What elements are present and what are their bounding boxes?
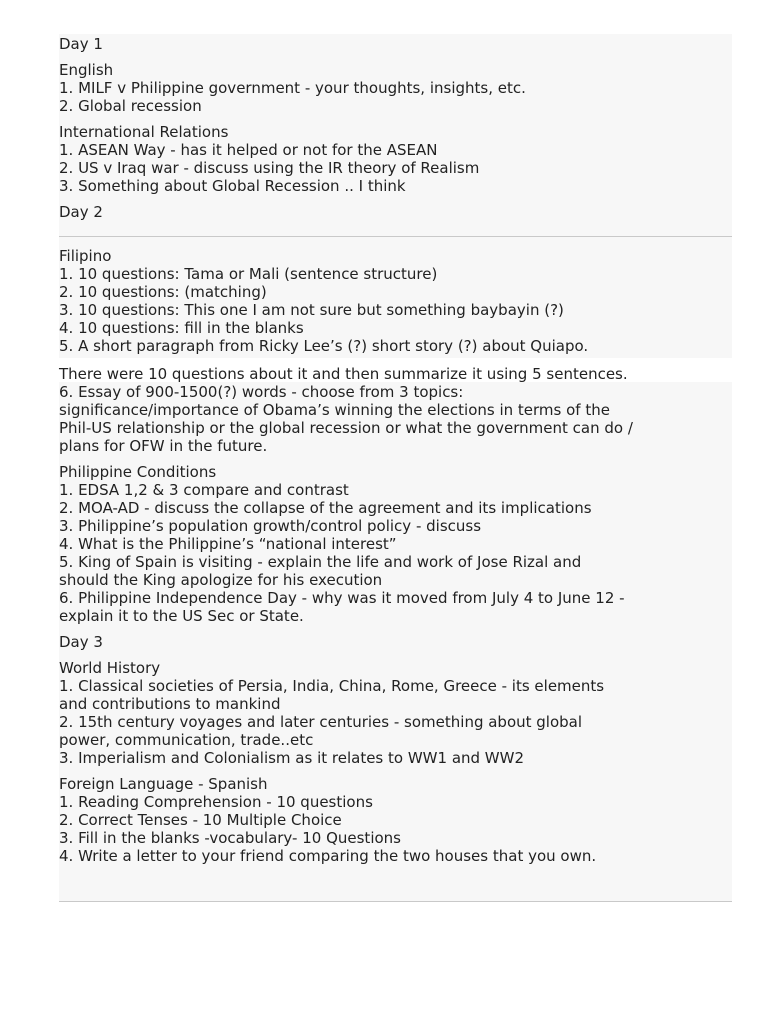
list-item: 5. King of Spain is visiting - explain the life and work of Jose Rizal and bbox=[59, 553, 582, 571]
spanish-section bbox=[59, 775, 749, 865]
list-item: power, communication, trade..etc bbox=[59, 731, 314, 749]
list-item: 3. Something about Global Recession .. I think bbox=[59, 177, 406, 195]
spanish-heading: Foreign Language - Spanish bbox=[59, 775, 268, 793]
filipino-heading: Filipino bbox=[59, 247, 112, 265]
list-item: 2. 15th century voyages and later centuries - something about global bbox=[59, 713, 583, 731]
list-item: 3. Imperialism and Colonialism as it relates to WW1 and WW2 bbox=[59, 749, 525, 767]
list-item: 2. 10 questions: (matching) bbox=[59, 283, 267, 301]
list-item: 1. EDSA 1,2 & 3 compare and contrast bbox=[59, 481, 349, 499]
list-item: 2. US v Iraq war - discuss using the IR theory of Realism bbox=[59, 159, 480, 177]
english-heading: English bbox=[59, 61, 114, 79]
day3-title: Day 3 bbox=[59, 633, 103, 651]
list-item: 1. Classical societies of Persia, India, China, Rome, Greece - its elements bbox=[59, 677, 605, 695]
list-item: 4. Write a letter to your friend comparing the two houses that you own. bbox=[59, 847, 597, 865]
list-item: 5. A short paragraph from Ricky Lee’s (?) short story (?) about Quiapo. bbox=[59, 337, 589, 355]
list-item: 2. MOA-AD - discuss the collapse of the agreement and its implications bbox=[59, 499, 592, 517]
world-history-heading: World History bbox=[59, 659, 161, 677]
list-item: 4. 10 questions: fill in the blanks bbox=[59, 319, 304, 337]
world-history-section bbox=[59, 659, 749, 767]
ir-heading: International Relations bbox=[59, 123, 229, 141]
list-item: 4. What is the Philippine’s “national interest” bbox=[59, 535, 397, 553]
english-section bbox=[59, 61, 749, 115]
day1-title: Day 1 bbox=[59, 35, 103, 53]
list-item: and contributions to mankind bbox=[59, 695, 281, 713]
conditions-section bbox=[59, 463, 749, 625]
list-item: 2. Correct Tenses - 10 Multiple Choice bbox=[59, 811, 342, 829]
document-content bbox=[59, 35, 749, 865]
filipino-section bbox=[59, 247, 749, 355]
list-item: 6. Philippine Independence Day - why was it moved from July 4 to June 12 - bbox=[59, 589, 625, 607]
conditions-heading: Philippine Conditions bbox=[59, 463, 217, 481]
list-item: 3. Philippine’s population growth/control policy - discuss bbox=[59, 517, 482, 535]
list-item: 2. Global recession bbox=[59, 97, 202, 115]
paragraph-line: plans for OFW in the future. bbox=[59, 437, 268, 455]
day2-title: Day 2 bbox=[59, 203, 103, 221]
ir-section bbox=[59, 123, 749, 195]
list-item: should the King apologize for his execution bbox=[59, 571, 383, 589]
paragraph-line: Phil-US relationship or the global recession or what the government can do / bbox=[59, 419, 633, 437]
list-item: 3. 10 questions: This one I am not sure but something baybayin (?) bbox=[59, 301, 564, 319]
list-item: 1. ASEAN Way - has it helped or not for the ASEAN bbox=[59, 141, 438, 159]
list-item: 1. 10 questions: Tama or Mali (sentence structure) bbox=[59, 265, 438, 283]
paragraph-line: There were 10 questions about it and then summarize it using 5 sentences. bbox=[59, 365, 628, 383]
filipino-followup bbox=[59, 365, 749, 455]
paragraph-line: significance/importance of Obama’s winning the elections in terms of the bbox=[59, 401, 610, 419]
list-item: 1. Reading Comprehension - 10 questions bbox=[59, 793, 373, 811]
paragraph-line: 6. Essay of 900-1500(?) words - choose from 3 topics: bbox=[59, 383, 464, 401]
list-item: explain it to the US Sec or State. bbox=[59, 607, 304, 625]
list-item: 1. MILF v Philippine government - your thoughts, insights, etc. bbox=[59, 79, 526, 97]
list-item: 3. Fill in the blanks -vocabulary- 10 Questions bbox=[59, 829, 401, 847]
